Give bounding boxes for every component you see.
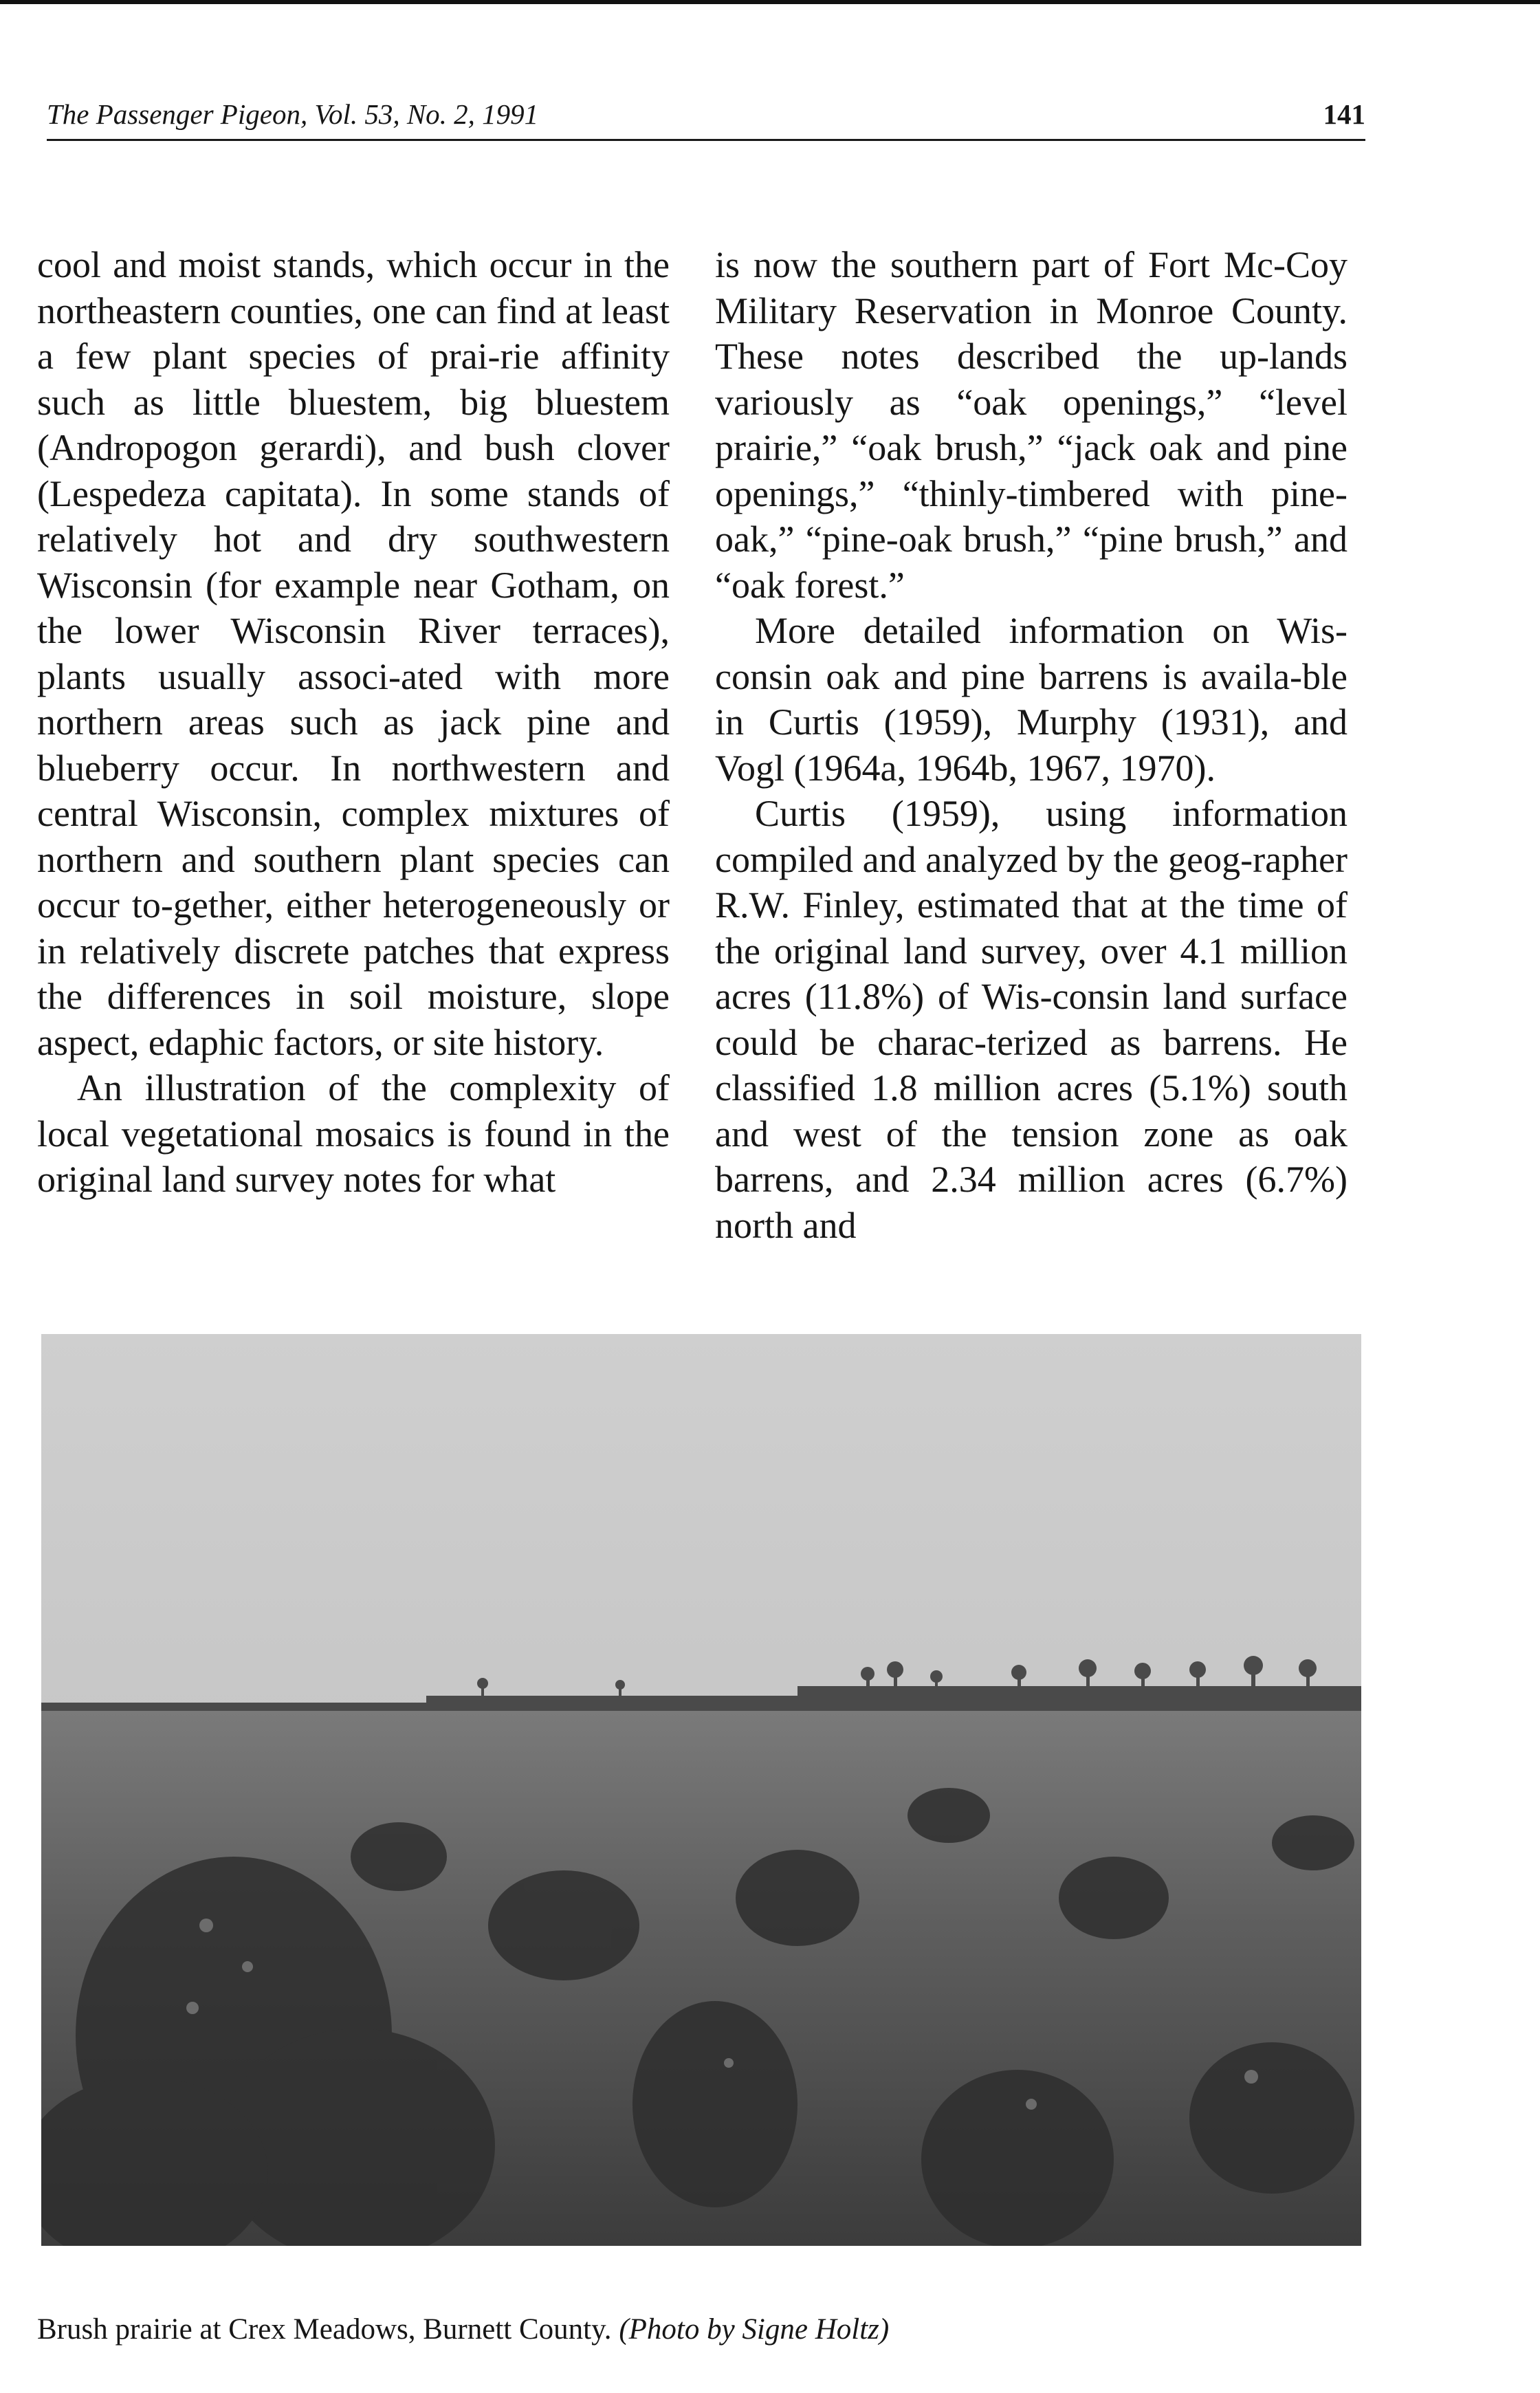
paragraph: An illustration of the complexity of local vegetational mosaics is found in the original land survey notes for what	[37, 1067, 670, 1200]
top-border-rule	[0, 0, 1540, 4]
left-text-column	[37, 242, 670, 1203]
journal-citation: The Passenger Pigeon, Vol. 53, No. 2, 1991	[47, 98, 539, 130]
right-text-column	[715, 242, 1348, 1248]
paragraph: Curtis (1959), using information compiled and analyzed by the geog-rapher R.W. Finley, estimated that at the time of the original land survey, over 4.1 million acres (11.8%) of Wis-consin land surface could be charac-terized as barrens. He classified 1.8 million acres (5.1%) south and west of the tension zone as oak barrens, and 2.34 million acres (6.7%) north and	[715, 793, 1348, 1246]
running-header	[47, 95, 1365, 141]
page-number: 141	[1323, 98, 1365, 130]
paragraph: cool and moist stands, which occur in the northeastern counties, one can find at least a few plant species of prai-rie affinity such as little bluestem, big bluestem (Andropogon gerardi), and bush clover (Lespedeza capitata). In some stands of relatively hot and dry southwestern Wisconsin (for example near Gotham, on the lower Wisconsin River terraces), plants usually associ-ated with more northern areas such as jack pine and blueberry occur. In northwestern and central Wisconsin, complex mixtures of northern and southern plant species can occur to-gether, either heterogeneously or in relatively discrete patches that express the differences in soil moisture, slope aspect, edaphic factors, or site history.	[37, 244, 670, 1063]
brush-prairie-photo	[41, 1334, 1361, 2246]
photo-credit: (Photo by Signe Holtz)	[619, 2313, 890, 2346]
figure-caption	[37, 2312, 889, 2348]
paragraph: More detailed information on Wis-consin oak and pine barrens is availa-ble in Curtis (1959), Murphy (1931), and Vogl (1964a, 1964b, 1967, 1970).	[715, 610, 1348, 789]
paragraph: is now the southern part of Fort Mc-Coy Military Reservation in Monroe County. These notes described the up-lands variously as “oak openings,” “level prairie,” “oak brush,” “jack oak and pine openings,” “thinly-timbered with pine-oak,” “pine-oak brush,” “pine brush,” and “oak forest.”	[715, 244, 1348, 606]
caption-text: Brush prairie at Crex Meadows, Burnett County.	[37, 2313, 612, 2346]
